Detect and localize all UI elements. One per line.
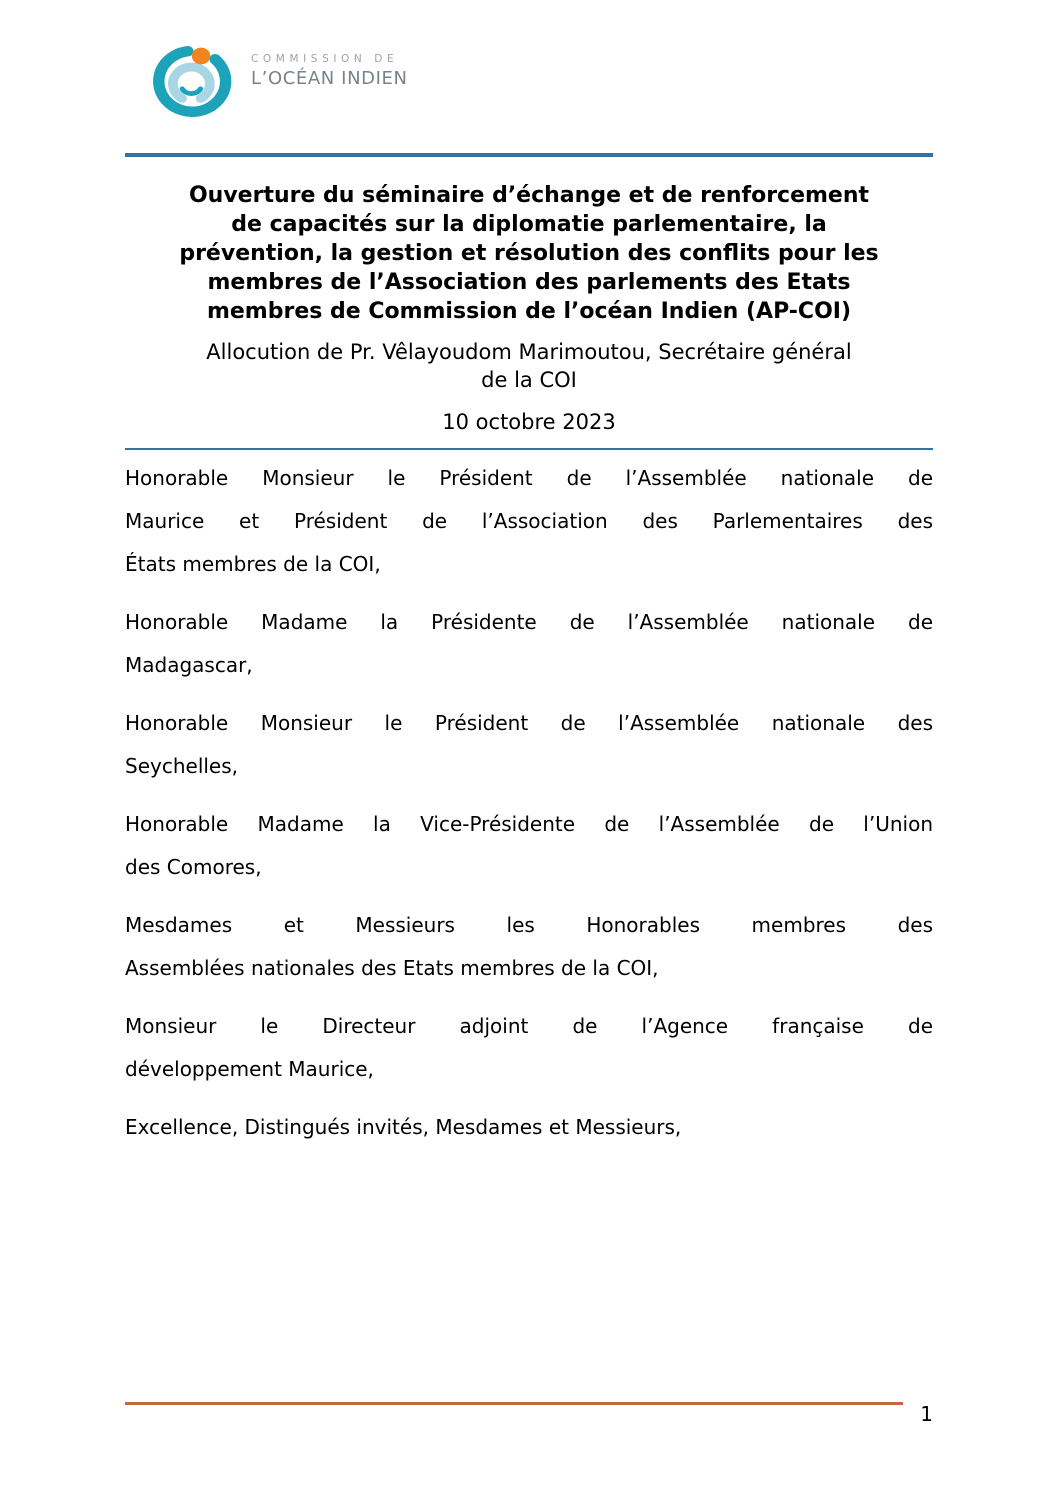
document-date: 10 octobre 2023 xyxy=(442,410,616,434)
title-line: prévention, la gestion et résolution des conflits pour les xyxy=(179,241,879,266)
paragraph xyxy=(125,1005,933,1091)
paragraph xyxy=(125,803,933,889)
logo-text-ocean-indien: L’OCÉAN INDIEN xyxy=(251,68,408,89)
paragraph-line: Seychelles, xyxy=(125,754,239,778)
document-body xyxy=(125,457,933,1149)
paragraph xyxy=(125,1106,933,1149)
paragraph-line: Honorable Monsieur le Président de l’Assemblée nationale de xyxy=(125,466,933,490)
paragraph xyxy=(125,457,933,586)
paragraph-line: Maurice et Président de l’Association des Parlementaires des xyxy=(125,509,933,533)
document-content xyxy=(125,0,933,1164)
paragraph-line: des Comores, xyxy=(125,855,262,879)
paragraph-line: Honorable Monsieur le Président de l’Assemblée nationale des xyxy=(125,711,933,735)
logo-text-commission: COMMISSION DE xyxy=(251,53,399,65)
title-line: Ouverture du séminaire d’échange et de renforcement xyxy=(188,183,870,208)
paragraph-line: États membres de la COI, xyxy=(125,552,381,576)
paragraph xyxy=(125,702,933,788)
subheader-rule xyxy=(125,448,933,450)
title-line: membres de Commission de l’océan Indien (AP-COI) xyxy=(206,299,852,324)
subtitle-line: de la COI xyxy=(481,368,577,392)
paragraph-line: Honorable Madame la Présidente de l’Assemblée nationale de xyxy=(125,610,933,634)
title-line: membres de l’Association des parlements des Etats xyxy=(207,270,851,295)
header-rule xyxy=(125,153,933,157)
paragraph-line: Monsieur le Directeur adjoint de l’Agence française de xyxy=(125,1014,933,1038)
subtitle-line: Allocution de Pr. Vêlayoudom Marimoutou, Secrétaire général xyxy=(206,340,852,364)
document-title xyxy=(125,181,933,326)
document-subtitle xyxy=(125,338,933,394)
page-number: 1 xyxy=(920,1402,933,1426)
paragraph-line: Mesdames et Messieurs les Honorables membres des xyxy=(125,913,933,937)
footer-rule xyxy=(125,1402,903,1405)
paragraph-line: Assemblées nationales des Etats membres de la COI, xyxy=(125,956,659,980)
paragraph-line: Honorable Madame la Vice-Présidente de l’Assemblée de l’Union xyxy=(125,812,933,836)
paragraph xyxy=(125,904,933,990)
paragraph-line: Madagascar, xyxy=(125,653,253,677)
paragraph-line: Excellence, Distingués invités, Mesdames et Messieurs, xyxy=(125,1115,682,1139)
paragraph xyxy=(125,601,933,687)
paragraph-line: développement Maurice, xyxy=(125,1057,374,1081)
title-line: de capacités sur la diplomatie parlementaire, la xyxy=(231,212,827,237)
